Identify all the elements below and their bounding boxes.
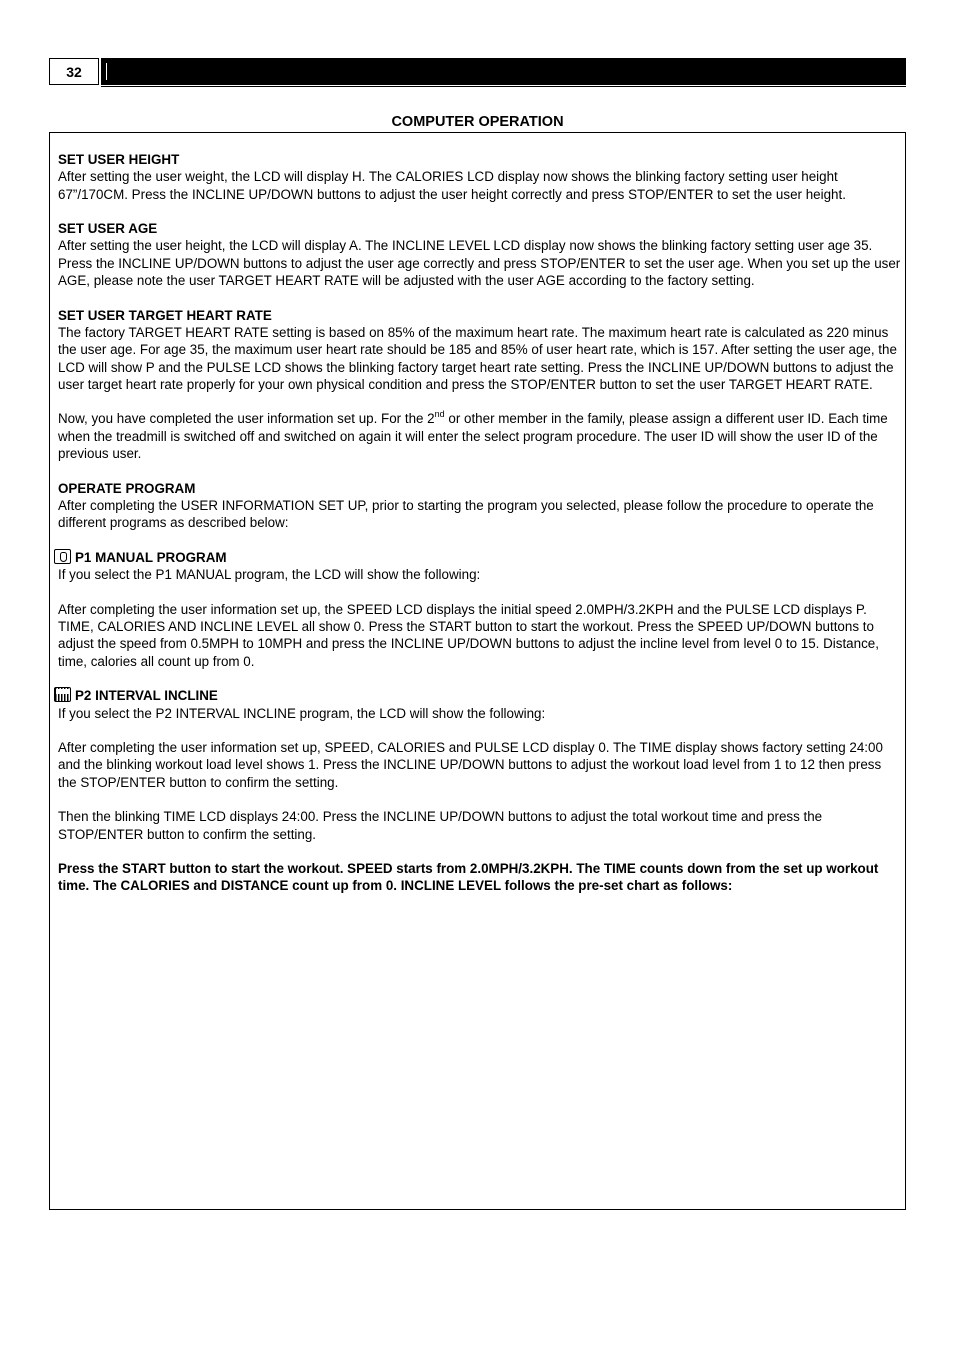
p2-intro: If you select the P2 INTERVAL INCLINE program, the LCD will show the following: [58,705,546,721]
set-age-title: SET USER AGE [58,221,158,237]
p1-intro: If you select the P1 MANUAL program, the LCD will show the following: [58,567,481,583]
p2-text-1: After completing the user information set up, SPEED, CALORIES and PULSE LCD display 0. The TIME display shows factory setting 24:00 and the blinking workout load level shows 1. Press the INCLINE UP/DOWN buttons to adjust the workout load level from 1 to 12 then press the STOP/ENTER button to confirm the setting. [58,740,883,790]
operate-section [58,480,902,532]
header-rule [101,86,906,87]
page-number: 32 [49,58,99,85]
ordinal-suffix: nd [434,409,445,420]
p2-text-3: Press the START button to start the workout. SPEED starts from 2.0MPH/3.2KPH. The TIME counts down from the set up workout time. The CALORIES and DISTANCE count up from 0. INCLINE LEVEL follows the pre-set chart as follows: [58,861,879,894]
p2-text-2: Then the blinking TIME LCD displays 24:00. Press the INCLINE UP/DOWN buttons to adjust the total workout time and press the STOP/ENTER button to confirm the setting. [58,809,823,842]
section-title: COMPUTER OPERATION [391,114,564,130]
p1-text: After completing the user information set up, the SPEED LCD displays the initial speed 2.0MPH/3.2KPH and the PULSE LCD displays P. TIME, CALORIES AND INCLINE LEVEL all show 0. Press the START button to start the workout. Press the SPEED UP/DOWN buttons to adjust the speed from 0.5MPH to 10MPH and press the INCLINE UP/DOWN buttons to adjust the incline level from level 0 to 15. Distance, time, calories all count up from 0. [58,601,879,669]
set-age-text: After setting the user height, the LCD will display A. The INCLINE LEVEL LCD display now shows the blinking factory setting user age 35. Press the INCLINE UP/DOWN buttons to adjust the user age correctly and press STOP/ENTER to set the user age. When you set up the user AGE, please note the user TARGET HEART RATE will be adjusted with the user AGE according to the factory setting. [58,238,901,289]
setup-complete-text-b: or other member in the family, please assign a different user ID. Each time when the treadmill is switched off and switched on again it will enter the select program procedure. The user ID will show the user ID of the previous user. [58,411,888,462]
set-height-section [58,151,902,203]
setup-complete-paragraph [58,410,902,462]
set-target-hr-text: The factory TARGET HEART RATE setting is based on 85% of the maximum heart rate. The maximum heart rate is calculated as 220 minus the user age. For age 35, the maximum user heart rate should be 185 and 85% of user heart rate, which is 157. After setting the user age, the LCD will show P and the PULSE LCD shows the blinking factory target heart rate setting. Press the INCLINE UP/DOWN buttons to adjust the user target heart rate properly for your own physical condition and press the STOP/ENTER button to set the user TARGET HEART RATE. [58,324,897,392]
hand-icon [54,549,71,564]
setup-complete-text-a: Now, you have completed the user information set up. For the 2 [58,411,435,427]
set-height-text: After setting the user weight, the LCD will display H. The CALORIES LCD display now shows the blinking factory setting user height 67”/170CM. Press the INCLINE UP/DOWN buttons to adjust the user height correctly and press STOP/ENTER to set the user height. [58,169,846,202]
p2-title: P2 INTERVAL INCLINE [75,688,218,704]
content [58,151,902,912]
p1-title: P1 MANUAL PROGRAM [75,549,227,565]
p1-section [58,549,902,584]
p2-heading [58,687,902,704]
set-age-section [58,220,902,289]
p1-heading [58,549,902,566]
header-bar [101,58,906,85]
set-target-hr-section [58,307,902,393]
operate-title: OPERATE PROGRAM [58,480,196,496]
page-header [49,58,906,87]
set-height-title: SET USER HEIGHT [58,152,180,167]
operate-text: After completing the USER INFORMATION SET UP, prior to starting the program you selected, please follow the procedure to operate the different programs as described below: [58,497,874,531]
set-target-hr-title: SET USER TARGET HEART RATE [58,307,272,323]
p2-section [58,687,902,722]
interval-bars-icon [54,687,71,702]
